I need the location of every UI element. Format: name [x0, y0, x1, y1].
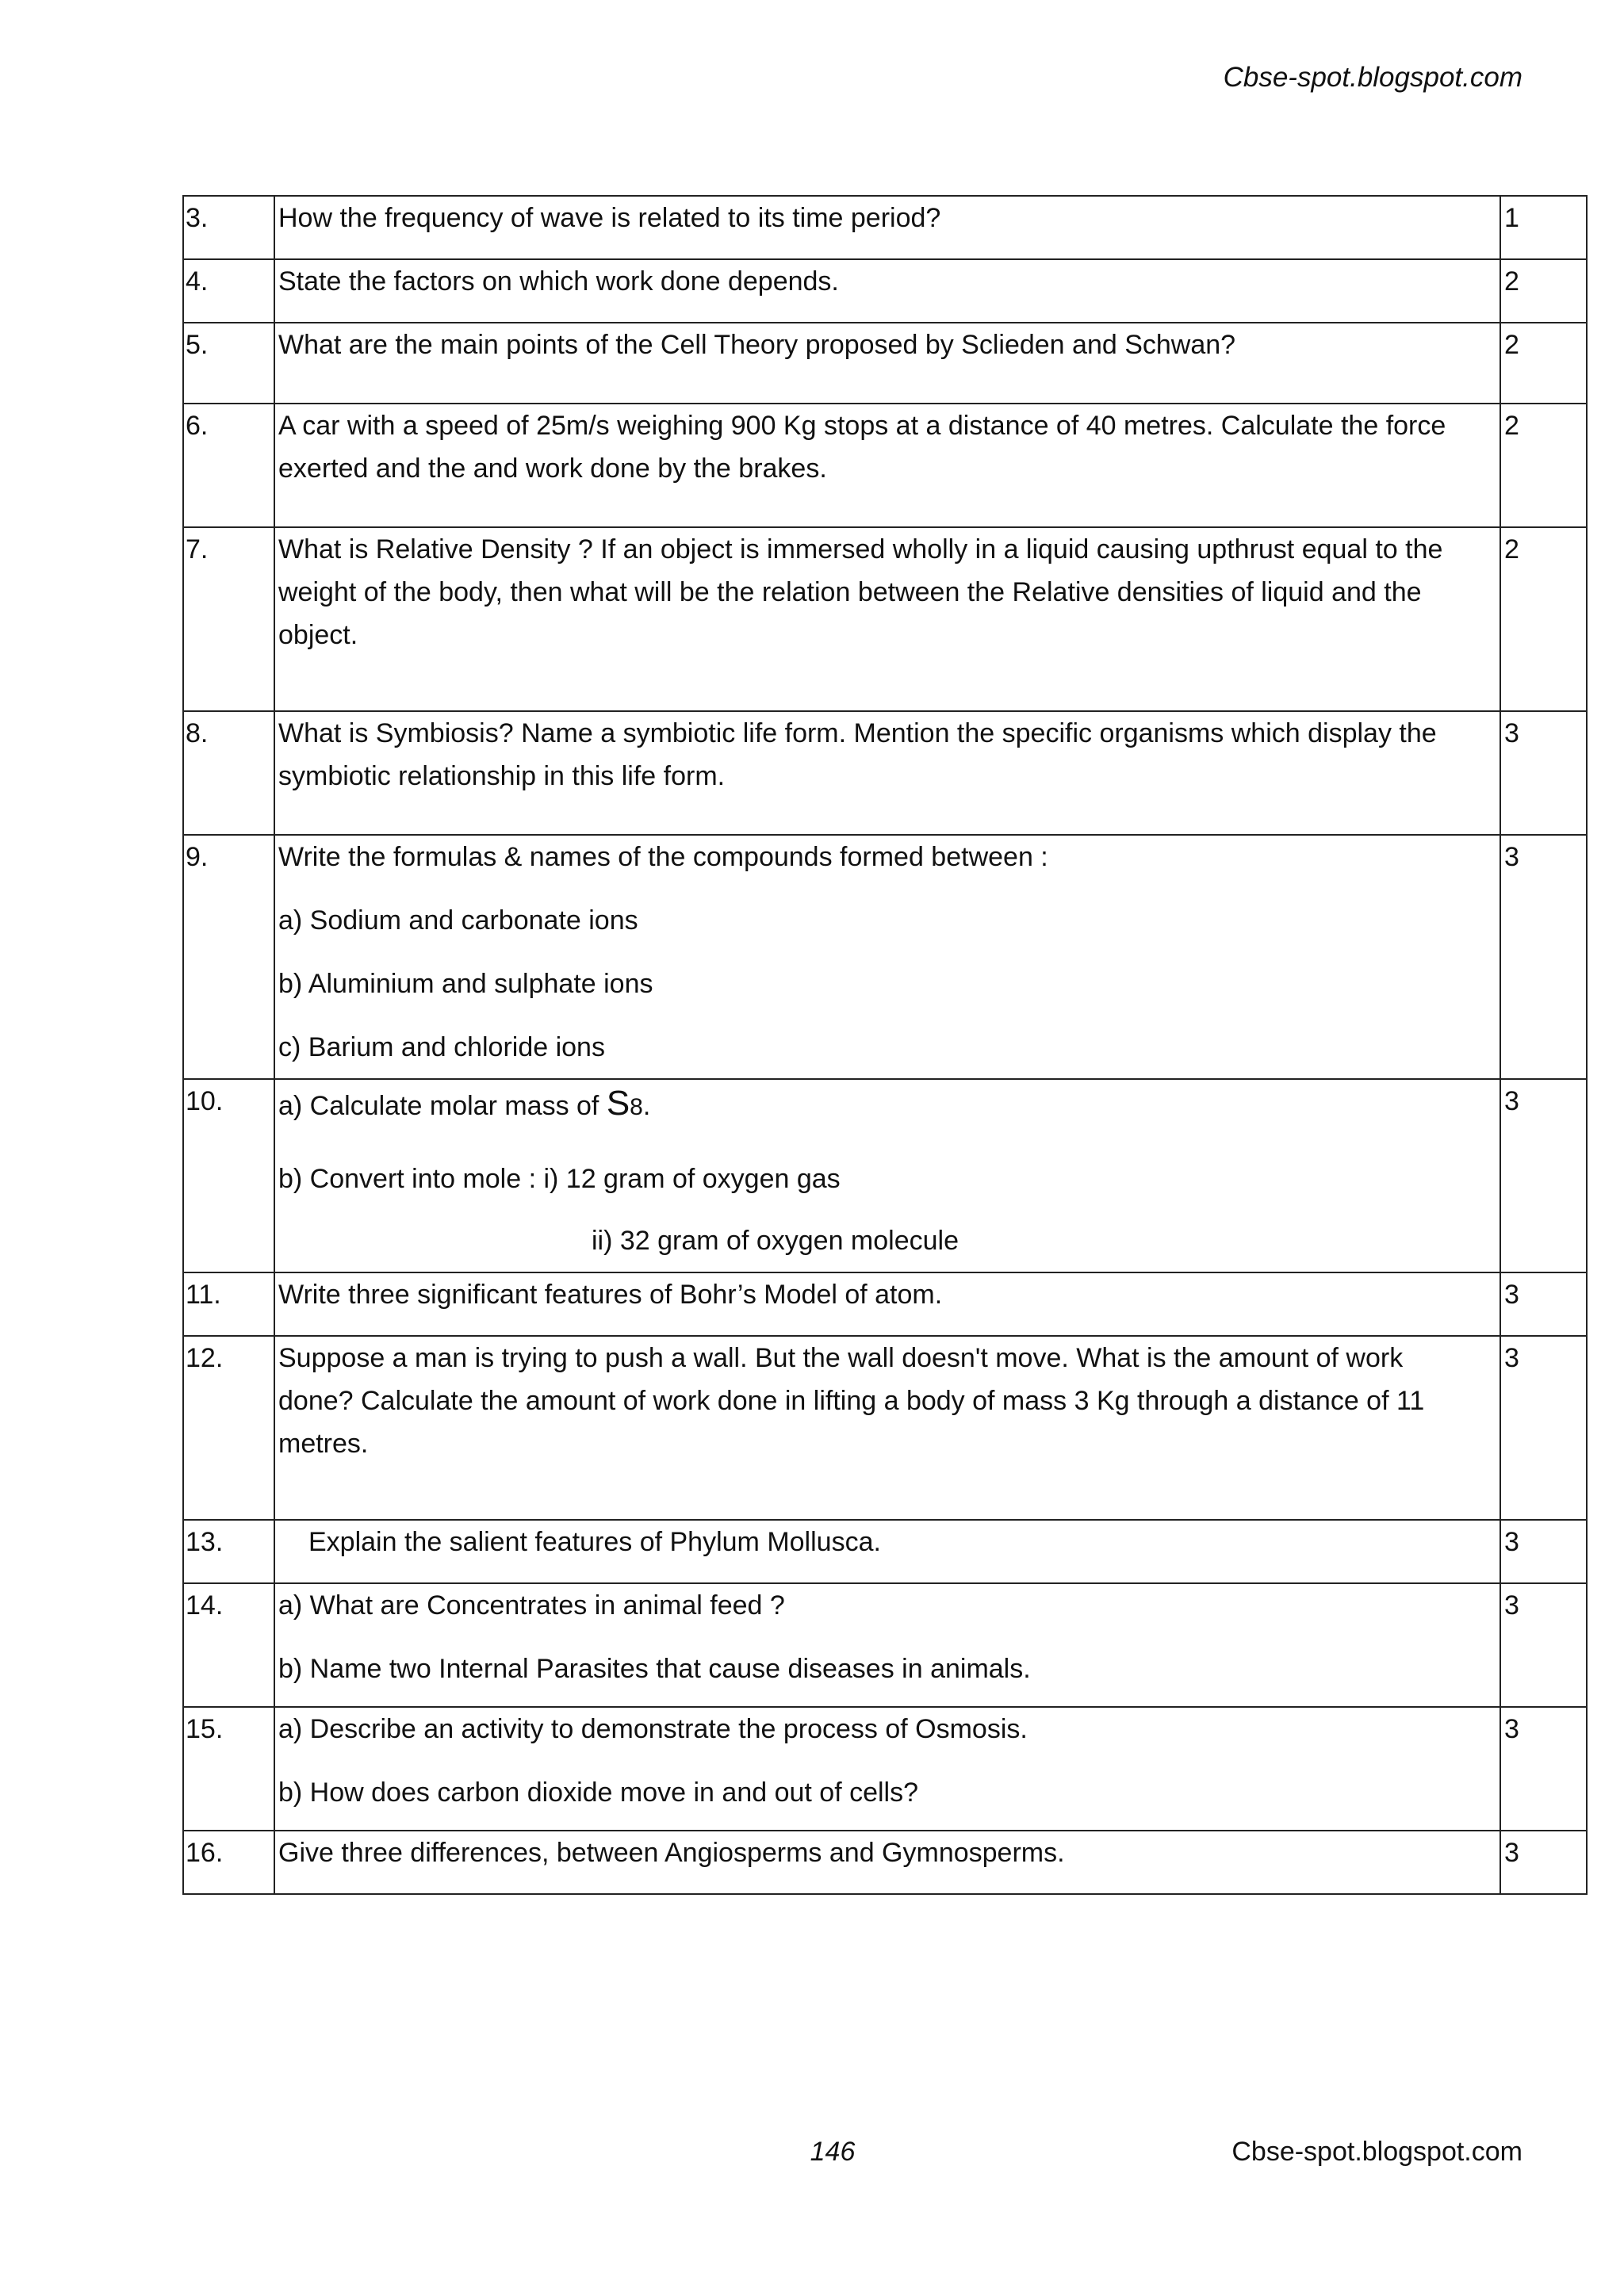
sulfur-symbol: S: [606, 1084, 630, 1123]
question-line: object.: [278, 620, 358, 650]
question-number: 6.: [183, 404, 274, 527]
question-number: 16.: [183, 1831, 274, 1894]
question-marks: 2: [1500, 527, 1587, 711]
question-line: How the frequency of wave is related to its time period?: [278, 203, 941, 233]
question-text: [274, 1079, 1500, 1272]
question-text: [274, 711, 1500, 835]
question-line: symbiotic relationship in this life form.: [278, 761, 726, 791]
question-marks: 2: [1500, 323, 1587, 404]
question-number: 7.: [183, 527, 274, 711]
line-text: a) Calculate molar mass of: [278, 1091, 607, 1121]
question-number: 3.: [183, 196, 274, 259]
question-row: [183, 1079, 1587, 1272]
question-marks: 2: [1500, 404, 1587, 527]
question-number: 8.: [183, 711, 274, 835]
question-row: [183, 323, 1587, 404]
question-line: c) Barium and chloride ions: [278, 1032, 605, 1062]
question-line: Write three significant features of Bohr’s Model of atom.: [278, 1280, 943, 1310]
sulfur-subscript: 8: [630, 1094, 643, 1120]
question-line: Give three differences, between Angiosperms and Gymnosperms.: [278, 1838, 1065, 1868]
header-site-url: Cbse-spot.blogspot.com: [1223, 62, 1522, 93]
question-row: [183, 711, 1587, 835]
question-number: 4.: [183, 259, 274, 323]
question-line: exerted and the and work done by the brakes.: [278, 453, 827, 484]
question-number: 15.: [183, 1707, 274, 1831]
question-text: [274, 1336, 1500, 1520]
question-text: [274, 323, 1500, 404]
question-text: [274, 404, 1500, 527]
question-line: Write the formulas & names of the compounds formed between :: [278, 842, 1048, 872]
questions-table: [182, 195, 1588, 1895]
question-line: A car with a speed of 25m/s weighing 900 Kg stops at a distance of 40 metres. Calculate the force: [278, 411, 1446, 441]
question-line: Suppose a man is trying to push a wall. But the wall doesn't move. What is the amount of work: [278, 1343, 1404, 1373]
question-number: 10.: [183, 1079, 274, 1272]
question-number: 5.: [183, 323, 274, 404]
question-text: [274, 196, 1500, 259]
question-marks: 3: [1500, 1831, 1587, 1894]
question-line: a) What are Concentrates in animal feed ?: [278, 1590, 785, 1621]
question-line: What is Relative Density ? If an object is immersed wholly in a liquid causing upthrust equal to the: [278, 534, 1443, 564]
question-marks: 3: [1500, 1707, 1587, 1831]
question-line: metres.: [278, 1429, 369, 1459]
question-row: [183, 527, 1587, 711]
question-marks: 3: [1500, 1272, 1587, 1336]
question-marks: 1: [1500, 196, 1587, 259]
question-line: [278, 1085, 1496, 1129]
question-text: [274, 1583, 1500, 1707]
question-line: State the factors on which work done depends.: [278, 266, 839, 297]
question-text: [274, 1272, 1500, 1336]
question-number: 11.: [183, 1272, 274, 1336]
question-row: [183, 835, 1587, 1079]
question-marks: 2: [1500, 259, 1587, 323]
question-text: [274, 1707, 1500, 1831]
question-row: [183, 1831, 1587, 1894]
question-marks: 3: [1500, 1583, 1587, 1707]
question-line: weight of the body, then what will be the relation between the Relative densities of liquid and the: [278, 577, 1422, 607]
page-number: 146: [810, 2137, 856, 2167]
question-line: a) Describe an activity to demonstrate the process of Osmosis.: [278, 1714, 1028, 1744]
question-number: 9.: [183, 835, 274, 1079]
question-line: done? Calculate the amount of work done in lifting a body of mass 3 Kg through a distance of 11: [278, 1386, 1425, 1416]
question-row: [183, 196, 1587, 259]
question-marks: 3: [1500, 835, 1587, 1079]
question-row: [183, 1272, 1587, 1336]
question-line: a) Sodium and carbonate ions: [278, 905, 638, 936]
question-text: [274, 527, 1500, 711]
footer-site-url: Cbse-spot.blogspot.com: [1231, 2137, 1522, 2167]
question-line: b) Name two Internal Parasites that cause diseases in animals.: [278, 1654, 1031, 1684]
question-row: [183, 1520, 1587, 1583]
question-line: b) Aluminium and sulphate ions: [278, 969, 653, 999]
question-marks: 3: [1500, 711, 1587, 835]
question-text: [274, 1831, 1500, 1894]
question-line: b) How does carbon dioxide move in and out of cells?: [278, 1777, 919, 1808]
question-line: Explain the salient features of Phylum Mollusca.: [308, 1527, 881, 1557]
question-marks: 3: [1500, 1079, 1587, 1272]
question-marks: 3: [1500, 1336, 1587, 1520]
question-row: [183, 1583, 1587, 1707]
question-text: [274, 835, 1500, 1079]
question-row: [183, 1707, 1587, 1831]
question-row: [183, 404, 1587, 527]
question-row: [183, 259, 1587, 323]
question-line: ii) 32 gram of oxygen molecule: [592, 1226, 959, 1256]
question-line: What are the main points of the Cell Theory proposed by Sclieden and Schwan?: [278, 330, 1236, 360]
line-text: .: [642, 1091, 651, 1121]
question-text: [274, 1520, 1500, 1583]
question-row: [183, 1336, 1587, 1520]
question-number: 14.: [183, 1583, 274, 1707]
question-number: 12.: [183, 1336, 274, 1520]
question-number: 13.: [183, 1520, 274, 1583]
question-marks: 3: [1500, 1520, 1587, 1583]
question-line: What is Symbiosis? Name a symbiotic life form. Mention the specific organisms which display the: [278, 718, 1437, 748]
question-text: [274, 259, 1500, 323]
question-line: b) Convert into mole : i) 12 gram of oxygen gas: [278, 1164, 841, 1194]
